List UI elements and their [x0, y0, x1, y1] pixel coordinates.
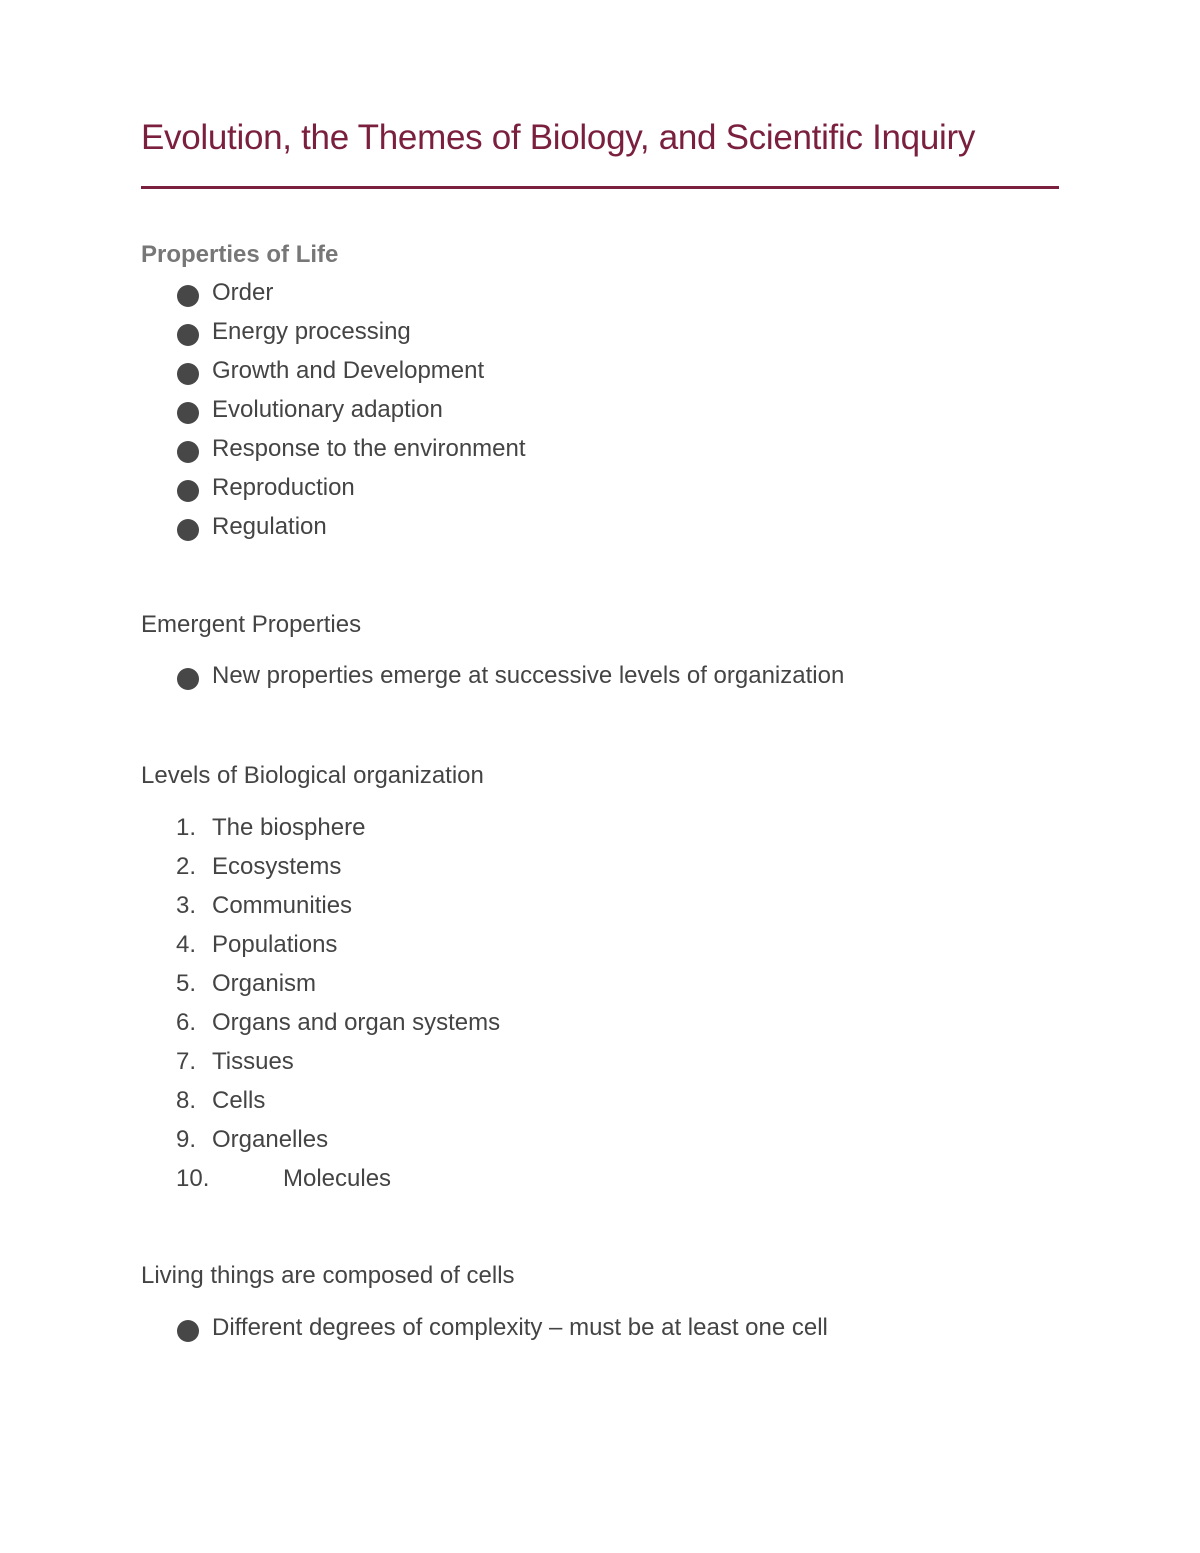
list-number: 2. — [176, 853, 197, 880]
list-number: 7. — [176, 1048, 197, 1075]
bullet-icon — [177, 363, 199, 385]
page-title: Evolution, the Themes of Biology, and Scientific Inquiry — [141, 118, 976, 157]
list-number: 8. — [176, 1087, 197, 1114]
bullet-icon — [177, 285, 199, 307]
section-heading-emergent-properties: Emergent Properties — [141, 611, 362, 638]
list-number: 4. — [176, 931, 197, 958]
section-heading-properties-of-life: Properties of Life — [141, 241, 339, 268]
bullet-icon — [177, 324, 199, 346]
bullet-icon — [177, 480, 199, 502]
bullet-icon — [177, 1320, 199, 1342]
title-divider — [141, 186, 1059, 189]
list-number: 6. — [176, 1009, 197, 1036]
list-number: 9. — [176, 1126, 197, 1153]
bullet-icon — [177, 519, 199, 541]
list-number: 3. — [176, 892, 197, 919]
section-heading-levels-of-organization: Levels of Biological organization — [141, 762, 484, 789]
list-number: 1. — [176, 814, 197, 841]
section-heading-living-things: Living things are composed of cells — [141, 1262, 515, 1289]
bullet-icon — [177, 668, 199, 690]
list-number: 10. — [176, 1165, 210, 1192]
bullet-icon — [177, 402, 199, 424]
list-number: 5. — [176, 970, 197, 997]
bullet-icon — [177, 441, 199, 463]
